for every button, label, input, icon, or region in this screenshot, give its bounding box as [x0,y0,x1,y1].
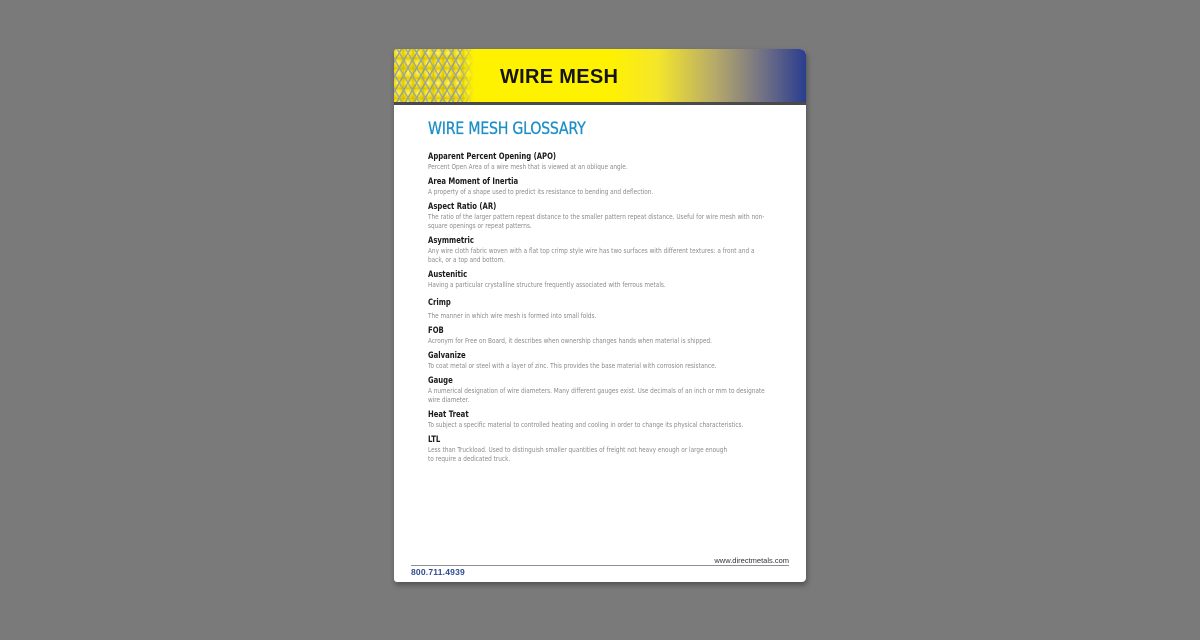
glossary-definition: Any wire cloth fabric woven with a flat top crimp style wire has two surfaces with different textures: a front and a back, or a top and bottom. [428,247,755,264]
glossary-definition: Acronym for Free on Board, it describes when ownership changes hands when material is shipped. [428,337,712,345]
glossary-term: Area Moment of Inertia [428,176,519,186]
glossary-term: Heat Treat [428,409,469,419]
banner-title: WIRE MESH [500,66,619,88]
phone-number: 800.711.4939 [411,567,465,577]
glossary-entry [428,350,768,371]
glossary-term: Austenitic [428,269,468,279]
website-link[interactable]: www.directmetals.com [714,556,789,565]
glossary-term: LTL [428,434,441,444]
glossary-entry [428,269,768,290]
glossary-entry [428,434,768,464]
glossary-entry [428,235,768,265]
glossary-entry [428,201,768,231]
glossary-definition: A numerical designation of wire diameters. Many different gauges exist. Use decimals of an inch or mm to designate wire diameter. [428,387,765,404]
glossary-definition: The ratio of the larger pattern repeat distance to the smaller pattern repeat distance. Useful for wire mesh with non-square openings or repeat patterns. [428,213,765,230]
glossary-definition: A property of a shape used to predict its resistance to bending and deflection. [428,188,654,196]
wire-mesh-image [394,49,474,102]
glossary-definition: Less than Truckload. Used to distinguish smaller quantities of freight not heavy enough or large enough to require a dedicated truck. [428,446,728,463]
glossary-definition: The manner in which wire mesh is formed into small folds. [428,312,597,320]
glossary-entry [428,297,768,321]
glossary-definition: Having a particular crystalline structure frequently associated with ferrous metals. [428,281,666,289]
glossary-entry [428,151,768,172]
glossary-definition: To subject a specific material to controlled heating and cooling in order to change its physical characteristics. [428,421,744,429]
glossary-term: Apparent Percent Opening (APO) [428,151,557,161]
page-title: WIRE MESH GLOSSARY [428,119,586,138]
glossary-entry [428,375,768,405]
glossary-term: Galvanize [428,350,466,360]
header-banner [394,49,806,105]
footer-divider [411,565,789,566]
glossary-entry [428,176,768,197]
glossary-entry [428,409,768,430]
glossary-content [428,119,768,468]
glossary-term: Aspect Ratio (AR) [428,201,497,211]
document-page [394,49,806,582]
glossary-term: Gauge [428,375,453,385]
glossary-term: Asymmetric [428,235,474,245]
glossary-definition: To coat metal or steel with a layer of zinc. This provides the base material with corrosion resistance. [428,362,717,370]
glossary-entry [428,325,768,346]
glossary-term: FOB [428,325,444,335]
glossary-definition: Percent Open Area of a wire mesh that is viewed at an oblique angle. [428,163,628,171]
glossary-term: Crimp [428,297,451,307]
